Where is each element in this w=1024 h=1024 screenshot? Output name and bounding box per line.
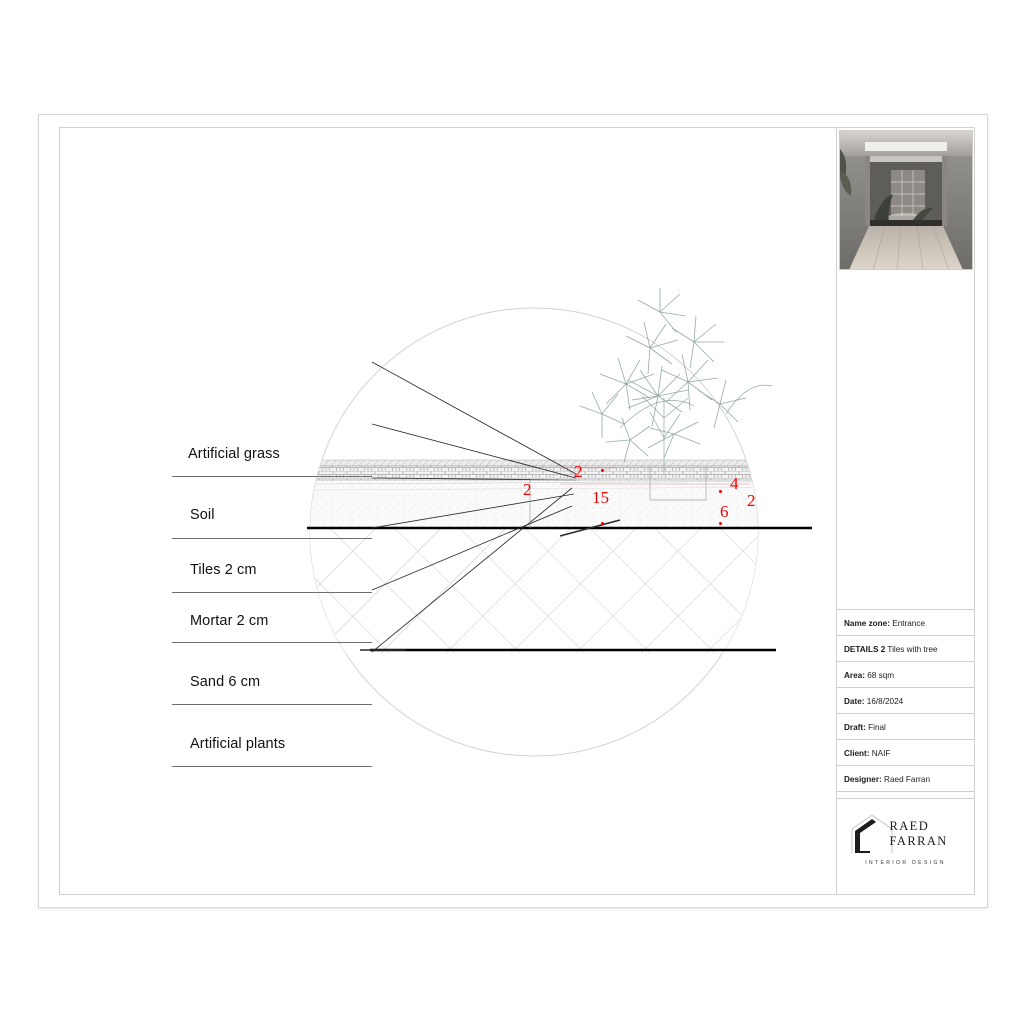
tb-name-zone [837,609,974,636]
tb-area [837,661,974,688]
dim-right-upper: 4 [730,474,739,493]
label-sand: Sand 6 cm [190,674,261,690]
logo-name-line2: FARRAN [889,834,948,848]
tb-client [837,739,974,766]
tb-details-key: DETAILS 2 [844,645,886,654]
tb-date-key: Date: [844,697,865,706]
dim-soil-depth: 15 [592,488,609,507]
dim-tile-left: 2 [523,480,532,499]
dimension-dot [601,522,604,525]
tb-client-value: NAIF [871,749,891,758]
tb-details [837,635,974,662]
title-block-rows [837,610,974,792]
sheet-inner-frame [59,127,975,895]
artificial-plant-graphic [580,288,772,474]
title-block [836,128,974,894]
dimension-dot [719,490,722,493]
layer-stack [304,460,824,528]
label-soil: Soil [190,507,215,523]
label-mortar: Mortar 2 cm [190,613,269,629]
entrance-render-thumbnail [839,130,973,270]
logo-wordmark [890,819,948,849]
tb-draft [837,713,974,740]
label-rule-sand [172,704,372,705]
thumbnail-artwork [839,130,973,270]
dim-grass-top: 2 [574,462,583,481]
tb-designer-key: Designer: [844,775,882,784]
label-rule-tiles [172,592,372,593]
label-rule-mortar [172,642,372,643]
tb-name-zone-value: Entrance [892,619,926,628]
dim-right-lower: 2 [747,491,756,510]
detail-drawing-canvas [60,128,836,894]
label-rule-artificial-grass [172,476,372,477]
tb-client-key: Client: [844,749,870,758]
tb-area-value: 68 sqm [867,671,895,680]
label-rule-soil [172,538,372,539]
label-rule-artificial-plants [172,766,372,767]
tb-designer [837,765,974,792]
tb-details-value: Tiles with tree [887,645,938,654]
logo-tagline: INTERIOR DESIGN [865,860,946,866]
dim-sand-depth: 6 [720,502,729,521]
logo-name-line1: RAED [889,819,930,833]
tb-draft-value: Final [868,723,886,732]
dimension-dot [719,522,722,525]
tb-date-value: 16/8/2024 [866,697,904,706]
company-logo-cell [837,798,974,899]
label-tiles: Tiles 2 cm [190,562,257,578]
company-logo [846,813,966,866]
tb-name-zone-key: Name zone: [844,619,890,628]
tb-designer-value: Raed Farran [884,775,931,784]
sand-layer [290,528,810,653]
tb-date [837,687,974,714]
dimension-dot [601,469,604,472]
label-artificial-plants: Artificial plants [190,736,286,752]
drawing-sheet [38,114,988,908]
label-artificial-grass: Artificial grass [188,446,280,462]
tb-area-key: Area: [844,671,865,680]
tb-draft-key: Draft: [844,723,866,732]
